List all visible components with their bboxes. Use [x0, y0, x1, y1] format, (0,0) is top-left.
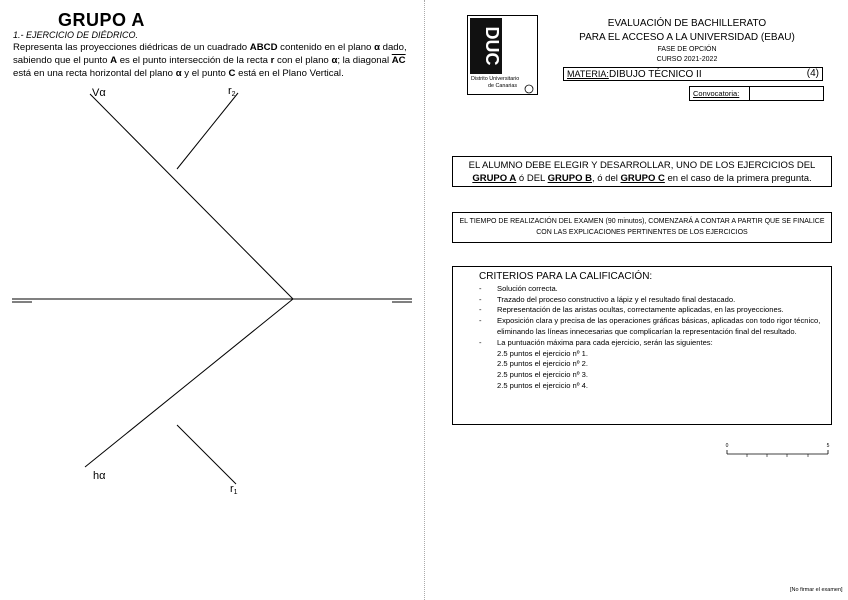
criteria-list [479, 284, 823, 349]
criteria-item: - Exposición clara y precisa de las operaciones gráficas básicas, aplicadas con todo rigor técnico, eliminando las líneas innecesarias que complicarían la representación final del resultado. [479, 316, 821, 336]
phase-label: FASE DE OPCIÓN [657, 46, 717, 53]
page-divider [424, 0, 425, 600]
criteria-title: CRITERIOS PARA LA CALIFICACIÓN: [479, 271, 653, 282]
convocatoria-label: Convocatoria: [693, 89, 740, 98]
v-alpha-label: Vα [92, 87, 106, 99]
r2-projection [177, 93, 238, 169]
scale-start-label: 0 [725, 443, 729, 449]
group-title: GRUPO A [58, 10, 145, 30]
header-line1: EVALUACIÓN DE BACHILLERATO [607, 18, 767, 29]
choice-instructions: EL ALUMNO DEBE ELEGIR Y DESARROLLAR, UNO DE LOS EJERCICIOS DEL GRUPO A ó DEL GRUPO B, ó del GRUPO C en el caso de la primera pregunta. [452, 156, 832, 187]
h-alpha-label: hα [93, 470, 106, 482]
r1-projection [177, 425, 236, 484]
exercise-title: 1.- EJERCICIO DE DIÉDRICO. [13, 30, 139, 40]
course-label: CURSO 2021-2022 [656, 56, 718, 63]
dihedral-drawing [0, 80, 424, 500]
criteria-item: - Trazado del proceso constructivo a lápiz y el resultado final destacado. [479, 294, 736, 304]
svg-text:DUC: DUC [482, 26, 502, 66]
criteria-item: - La puntuación máxima para cada ejercicio, serán las siguientes: [479, 337, 713, 347]
h-alpha-trace [85, 299, 293, 467]
exam-header [548, 17, 826, 65]
duc-logo-mark [468, 16, 537, 94]
svg-text:Distrito Universitario: Distrito Universitario [471, 76, 520, 82]
criteria-box [452, 266, 832, 425]
duc-logo [467, 15, 538, 95]
points-item: 2.5 puntos el ejercicio nº 3. [497, 370, 588, 380]
points-item: 2.5 puntos el ejercicio nº 4. [497, 380, 588, 390]
materia-box [563, 67, 823, 81]
materia-code: (4) [806, 68, 819, 79]
r1-label: r1 [230, 483, 238, 496]
time-note: EL TIEMPO DE REALIZACIÓN DEL EXAMEN (90 minutos), COMENZARÁ A CONTAR A PARTIR QUE SE FINALICE CON LAS EXPLICACIONES PERTINENTES DE LOS EJERCICIOS [452, 212, 832, 243]
v-alpha-trace [90, 94, 293, 299]
r2-label: r2 [228, 85, 236, 98]
materia-label: MATERIA: [567, 69, 609, 79]
criteria-item: - Representación de las aristas ocultas, correctamente aplicadas, en las proyecciones. [479, 305, 784, 315]
materia-value: DIBUJO TÉCNICO II [609, 69, 702, 80]
scale-end-label: 5 [826, 443, 830, 449]
criteria-item: - Solución correcta. [479, 283, 558, 293]
footer-note: [No firmar el examen] [790, 587, 843, 593]
convocatoria-field[interactable] [749, 87, 750, 100]
exercise-statement: Representa las proyecciones diédricas de un cuadrado ABCD contenido en el plano α dado, sabiendo que el punto A es el punto intersección de la recta r con el plano α; la diagonal $\overline{AC}$ está en una recta horizontal del plano α y el punto C está en el Plano Vertical. [13, 42, 407, 79]
graphic-scale [724, 440, 834, 464]
convocatoria-box [689, 86, 824, 101]
points-item: 2.5 puntos el ejercicio nº 1. [497, 348, 588, 358]
header-line2: PARA EL ACCESO A LA UNIVERSIDAD (EBAU) [579, 32, 795, 43]
svg-text:de Canarias: de Canarias [488, 83, 518, 89]
points-item: 2.5 puntos el ejercicio nº 2. [497, 359, 588, 369]
